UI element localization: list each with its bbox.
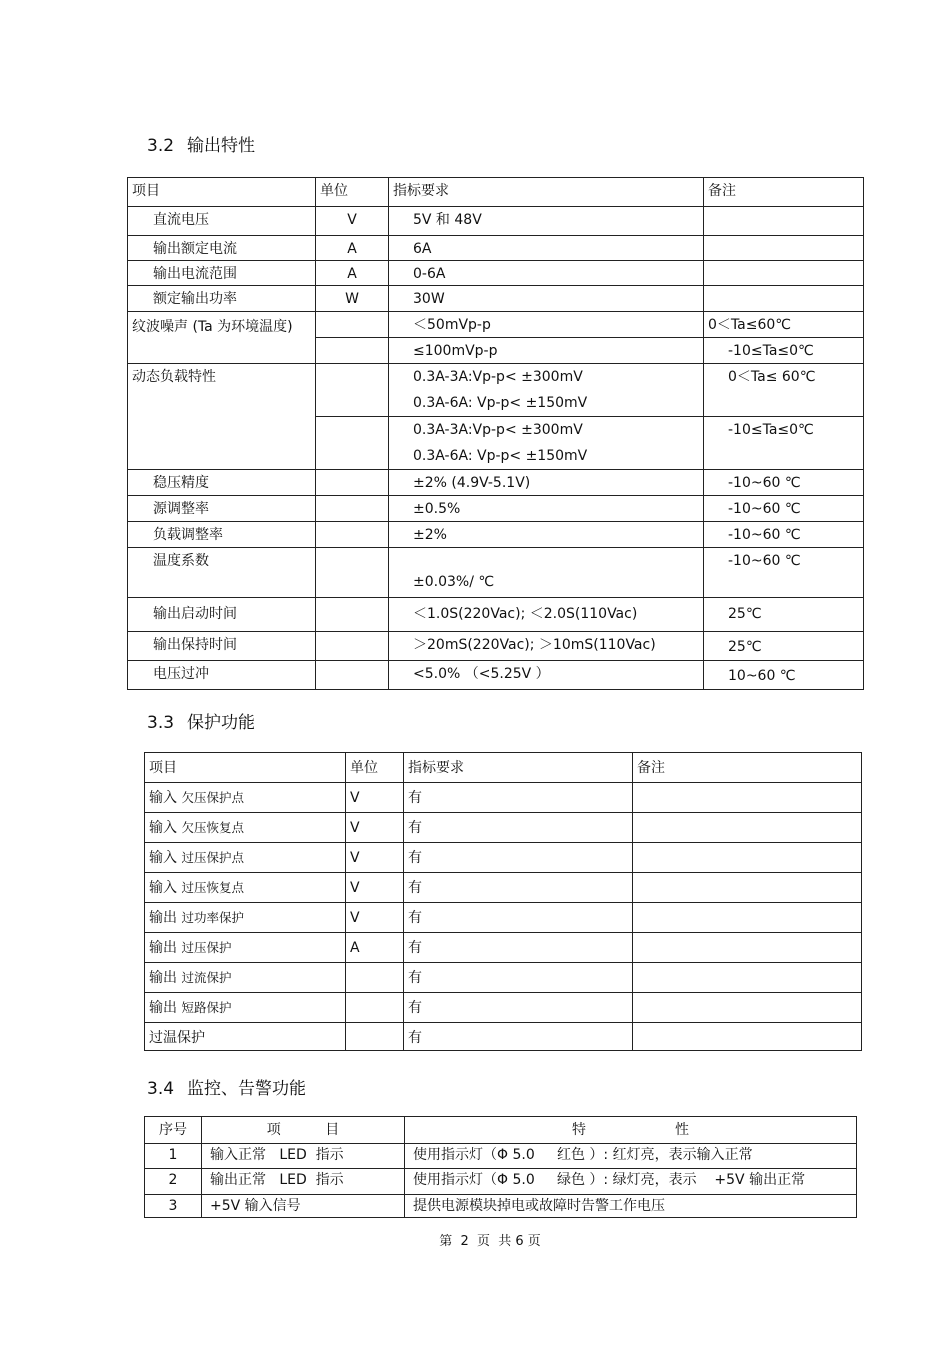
item-cell: 输出启动时间 <box>128 598 316 632</box>
note-cell: 25℃ <box>704 598 864 632</box>
table-row <box>145 903 862 933</box>
unit-cell: V <box>346 813 404 843</box>
protection-table <box>144 752 862 1051</box>
req-cell: 6A <box>389 236 704 261</box>
unit-cell <box>316 417 389 470</box>
unit-cell <box>316 548 389 598</box>
unit-cell: A <box>316 236 389 261</box>
item-name: 过压保护 <box>181 940 232 955</box>
item-name: 短路保护 <box>181 1000 232 1015</box>
req-cell: 有 <box>404 843 633 873</box>
req-cell: ±0.5% <box>389 496 704 522</box>
section-title: 监控、告警功能 <box>187 1079 306 1099</box>
table-row <box>128 496 864 522</box>
unit-cell <box>316 522 389 548</box>
req-cell <box>389 364 704 417</box>
note-cell <box>704 207 864 236</box>
section-title: 输出特性 <box>187 136 255 156</box>
req-cell: 5V 和 48V <box>389 207 704 236</box>
col-header-feature: 特 性 <box>405 1117 857 1144</box>
req-cell: 30W <box>389 286 704 312</box>
note-cell <box>633 963 862 993</box>
note-cell: 25℃ <box>704 632 864 661</box>
item-prefix: 输出 <box>149 910 177 926</box>
item-cell: 输出正常 LED 指示 <box>202 1169 405 1195</box>
item-cell <box>145 933 346 963</box>
item-prefix: 输出 <box>149 970 177 986</box>
note-cell <box>633 843 862 873</box>
item-name: 欠压恢复点 <box>181 820 244 835</box>
col-header-item: 项目 <box>145 753 346 783</box>
unit-cell: A <box>346 933 404 963</box>
item-cell: 动态负载特性 <box>128 364 316 470</box>
col-header-note: 备注 <box>704 178 864 207</box>
table-row <box>128 632 864 661</box>
col-header-item: 项目 <box>128 178 316 207</box>
table-row <box>128 207 864 236</box>
item-cell: 纹波噪声 (Ta 为环境温度) <box>128 312 316 364</box>
item-prefix: 过温保护 <box>149 1030 205 1046</box>
unit-cell: V <box>316 207 389 236</box>
table-row <box>145 993 862 1023</box>
table-row <box>145 933 862 963</box>
col-header-unit: 单位 <box>316 178 389 207</box>
note-cell <box>704 236 864 261</box>
table-row <box>145 1144 857 1169</box>
note-cell <box>633 933 862 963</box>
table-row <box>145 1023 862 1051</box>
note-cell: 10~60 ℃ <box>704 661 864 690</box>
note-cell <box>633 873 862 903</box>
no-cell: 1 <box>145 1144 202 1169</box>
unit-cell <box>316 364 389 417</box>
no-cell: 3 <box>145 1195 202 1218</box>
req-cell: ±0.03%/ ℃ <box>389 548 704 598</box>
unit-cell: A <box>316 261 389 286</box>
item-prefix: 输出 <box>149 940 177 956</box>
item-prefix: 输入 <box>149 850 177 866</box>
item-cell <box>145 903 346 933</box>
req-cell: 有 <box>404 993 633 1023</box>
section-number: 3.4 <box>147 1079 175 1099</box>
unit-cell <box>346 1023 404 1051</box>
item-name: 欠压保护点 <box>181 790 244 805</box>
unit-cell: V <box>346 903 404 933</box>
table-row <box>128 522 864 548</box>
feature-cell: 提供电源模块掉电或故障时告警工作电压 <box>405 1195 857 1218</box>
note-cell: 0＜Ta≤ 60℃ <box>704 364 864 417</box>
note-cell: -10~60 ℃ <box>704 470 864 496</box>
unit-cell: V <box>346 843 404 873</box>
req-cell: 有 <box>404 813 633 843</box>
item-cell: 输入正常 LED 指示 <box>202 1144 405 1169</box>
note-cell: -10≤Ta≤0℃ <box>704 338 864 364</box>
item-cell: 输出保持时间 <box>128 632 316 661</box>
table-row <box>145 783 862 813</box>
note-cell: -10~60 ℃ <box>704 496 864 522</box>
unit-cell <box>316 598 389 632</box>
note-cell <box>633 813 862 843</box>
req-cell: ±2% (4.9V-5.1V) <box>389 470 704 496</box>
req-line: 0.3A-3A:Vp-p< ±300mV <box>413 422 583 438</box>
item-cell <box>145 783 346 813</box>
feature-cell: 使用指示灯（Φ 5.0 红色 ）: 红灯亮，表示输入正常 <box>405 1144 857 1169</box>
note-cell: -10~60 ℃ <box>704 522 864 548</box>
note-cell: -10≤Ta≤0℃ <box>704 417 864 470</box>
no-cell: 2 <box>145 1169 202 1195</box>
item-cell: 负载调整率 <box>128 522 316 548</box>
note-cell <box>633 1023 862 1051</box>
req-cell: ≤100mVp-p <box>389 338 704 364</box>
section-3-3-heading <box>147 708 255 733</box>
section-3-4-heading <box>147 1074 306 1099</box>
section-number: 3.3 <box>147 713 175 733</box>
note-cell <box>633 783 862 813</box>
table-row <box>128 364 864 417</box>
item-cell: 稳压精度 <box>128 470 316 496</box>
col-header-item: 项 目 <box>202 1117 405 1144</box>
unit-cell: V <box>346 873 404 903</box>
unit-cell <box>346 993 404 1023</box>
req-cell: 有 <box>404 933 633 963</box>
output-characteristics-table <box>127 177 864 690</box>
monitoring-table <box>144 1116 857 1218</box>
item-cell <box>145 1023 346 1051</box>
note-cell <box>633 903 862 933</box>
item-cell: 电压过冲 <box>128 661 316 690</box>
table-row <box>128 470 864 496</box>
table-row <box>128 548 864 598</box>
req-cell: 0-6A <box>389 261 704 286</box>
item-cell <box>145 873 346 903</box>
req-cell: <5.0% （<5.25V ） <box>389 661 704 690</box>
unit-cell: W <box>316 286 389 312</box>
req-cell: 有 <box>404 783 633 813</box>
note-cell: -10~60 ℃ <box>704 548 864 598</box>
col-header-no: 序号 <box>145 1117 202 1144</box>
table-header-row <box>128 178 864 207</box>
table-row <box>145 1195 857 1218</box>
item-prefix: 输入 <box>149 820 177 836</box>
req-line: 0.3A-6A: Vp-p< ±150mV <box>413 448 588 464</box>
note-cell: 0＜Ta≤60℃ <box>704 312 864 338</box>
item-name: 过功率保护 <box>181 910 244 925</box>
item-cell: 输出电流范围 <box>128 261 316 286</box>
table-row <box>128 598 864 632</box>
item-cell: 直流电压 <box>128 207 316 236</box>
unit-cell <box>316 312 389 338</box>
table-row <box>145 1169 857 1195</box>
table-row <box>128 236 864 261</box>
table-row <box>128 261 864 286</box>
item-cell <box>145 843 346 873</box>
table-row <box>145 873 862 903</box>
req-line: 0.3A-6A: Vp-p< ±150mV <box>413 395 588 411</box>
item-name: 过流保护 <box>181 970 232 985</box>
req-cell: 有 <box>404 873 633 903</box>
section-number: 3.2 <box>147 136 175 156</box>
item-cell: 温度系数 <box>128 548 316 598</box>
table-header-row <box>145 1117 857 1144</box>
item-cell <box>145 993 346 1023</box>
col-header-unit: 单位 <box>346 753 404 783</box>
item-prefix: 输出 <box>149 1000 177 1016</box>
unit-cell <box>316 632 389 661</box>
col-header-req: 指标要求 <box>404 753 633 783</box>
section-3-2-heading <box>147 131 255 156</box>
item-name: 过压恢复点 <box>181 880 244 895</box>
feature-cell: 使用指示灯（Φ 5.0 绿色 ）: 绿灯亮，表示 +5V 输出正常 <box>405 1169 857 1195</box>
note-cell <box>704 286 864 312</box>
table-row <box>145 963 862 993</box>
req-line: 0.3A-3A:Vp-p< ±300mV <box>413 369 583 385</box>
table-row <box>128 312 864 338</box>
item-cell: +5V 输入信号 <box>202 1195 405 1218</box>
item-cell <box>145 963 346 993</box>
unit-cell <box>346 963 404 993</box>
note-cell <box>704 261 864 286</box>
item-prefix: 输入 <box>149 880 177 896</box>
req-cell: 有 <box>404 1023 633 1051</box>
req-cell: ＞20mS(220Vac); ＞10mS(110Vac) <box>389 632 704 661</box>
note-cell <box>633 993 862 1023</box>
unit-cell <box>316 661 389 690</box>
req-cell: ＜1.0S(220Vac); ＜2.0S(110Vac) <box>389 598 704 632</box>
item-cell <box>145 813 346 843</box>
item-cell: 源调整率 <box>128 496 316 522</box>
table-row <box>128 661 864 690</box>
unit-cell <box>316 496 389 522</box>
req-cell: 有 <box>404 903 633 933</box>
item-prefix: 输入 <box>149 790 177 806</box>
item-cell: 输出额定电流 <box>128 236 316 261</box>
req-cell: 有 <box>404 963 633 993</box>
table-header-row <box>145 753 862 783</box>
unit-cell <box>316 470 389 496</box>
item-name: 过压保护点 <box>181 850 244 865</box>
unit-cell: V <box>346 783 404 813</box>
unit-cell <box>316 338 389 364</box>
table-row <box>145 813 862 843</box>
section-title: 保护功能 <box>187 713 255 733</box>
req-cell: ±2% <box>389 522 704 548</box>
table-row <box>145 843 862 873</box>
page-footer: 第 2 页 共 6 页 <box>439 1234 541 1249</box>
item-cell: 额定输出功率 <box>128 286 316 312</box>
col-header-note: 备注 <box>633 753 862 783</box>
req-cell: ＜50mVp-p <box>389 312 704 338</box>
table-row <box>128 286 864 312</box>
req-cell <box>389 417 704 470</box>
col-header-req: 指标要求 <box>389 178 704 207</box>
